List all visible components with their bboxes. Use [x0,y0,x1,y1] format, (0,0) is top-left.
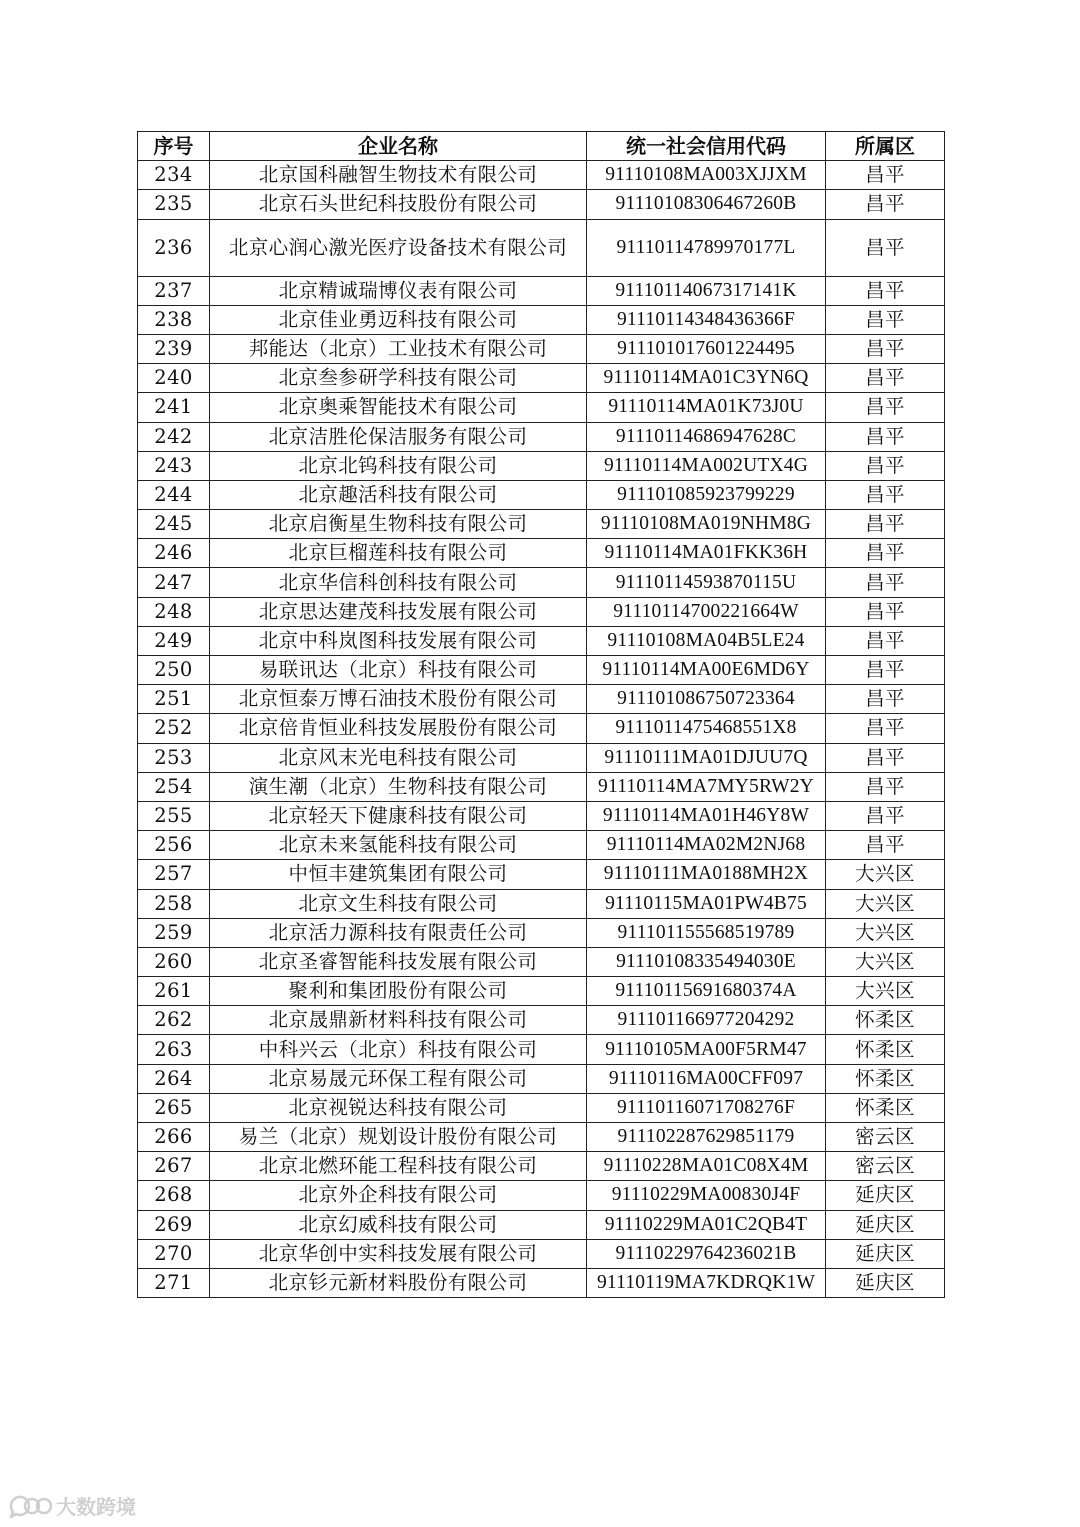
row-number: 263 [138,1035,210,1064]
credit-code: 91110114MA01K73J0U [587,393,826,422]
district: 延庆区 [826,1268,945,1297]
credit-code: 91110111MA01DJUU7Q [587,743,826,772]
company-name: 北京幻威科技有限公司 [210,1210,587,1239]
row-number: 245 [138,510,210,539]
company-name: 北京趣活科技有限公司 [210,480,587,509]
row-number: 260 [138,947,210,976]
company-name: 中恒丰建筑集团有限公司 [210,860,587,889]
company-name: 北京北燃环能工程科技有限公司 [210,1152,587,1181]
row-number: 250 [138,656,210,685]
chat-bubble-logo-icon [8,1494,52,1518]
company-name: 中科兴云（北京）科技有限公司 [210,1035,587,1064]
row-number: 236 [138,219,210,276]
table-row [138,947,945,976]
table-row [138,1006,945,1035]
row-number: 251 [138,685,210,714]
credit-code: 91110114MA01C3YN6Q [587,364,826,393]
company-name: 北京佳业勇迈科技有限公司 [210,305,587,334]
district: 昌平 [826,656,945,685]
company-name: 聚利和集团股份有限公司 [210,977,587,1006]
credit-code: 91110114MA002UTX4G [587,451,826,480]
company-name: 北京北钨科技有限公司 [210,451,587,480]
company-name: 邦能达（北京）工业技术有限公司 [210,334,587,363]
table-row [138,334,945,363]
company-name: 北京思达建茂科技发展有限公司 [210,597,587,626]
row-number: 257 [138,860,210,889]
credit-code: 911102287629851179 [587,1123,826,1152]
credit-code: 91110114MA7MY5RW2Y [587,772,826,801]
credit-code: 91110108MA019NHM8G [587,510,826,539]
table-row [138,305,945,334]
district: 昌平 [826,510,945,539]
company-name: 演生潮（北京）生物科技有限公司 [210,772,587,801]
company-name: 北京精诚瑞博仪表有限公司 [210,276,587,305]
credit-code: 91110114MA01H46Y8W [587,801,826,830]
credit-code: 91110114686947628C [587,422,826,451]
credit-code: 91110108335494030E [587,947,826,976]
row-number: 254 [138,772,210,801]
row-number: 239 [138,334,210,363]
row-number: 264 [138,1064,210,1093]
row-number: 248 [138,597,210,626]
district: 昌平 [826,393,945,422]
table-row [138,685,945,714]
row-number: 234 [138,161,210,190]
credit-code: 91110119MA7KDRQK1W [587,1268,826,1297]
row-number: 243 [138,451,210,480]
credit-code: 91110114348436366F [587,305,826,334]
credit-code: 91110114MA02M2NJ68 [587,831,826,860]
table-body [138,161,945,1298]
district: 怀柔区 [826,1006,945,1035]
credit-code: 91110114789970177L [587,219,826,276]
district: 昌平 [826,568,945,597]
district: 昌平 [826,801,945,830]
row-number: 246 [138,539,210,568]
row-number: 249 [138,626,210,655]
company-name: 北京华信科创科技有限公司 [210,568,587,597]
row-number: 265 [138,1093,210,1122]
credit-code: 911101017601224495 [587,334,826,363]
table-row [138,1093,945,1122]
district: 大兴区 [826,977,945,1006]
table-row [138,597,945,626]
company-name: 北京倍肯恒业科技发展股份有限公司 [210,714,587,743]
district: 怀柔区 [826,1035,945,1064]
company-name: 北京风末光电科技有限公司 [210,743,587,772]
credit-code: 91110114700221664W [587,597,826,626]
district: 昌平 [826,714,945,743]
district: 昌平 [826,161,945,190]
credit-code: 911101166977204292 [587,1006,826,1035]
row-number: 262 [138,1006,210,1035]
watermark [8,1491,136,1520]
credit-code: 91110114067317141K [587,276,826,305]
credit-code: 91110105MA00F5RM47 [587,1035,826,1064]
company-name: 北京圣睿智能科技发展有限公司 [210,947,587,976]
table-row [138,626,945,655]
company-name: 北京巨榴莲科技有限公司 [210,539,587,568]
row-number: 252 [138,714,210,743]
table-row [138,1239,945,1268]
district: 怀柔区 [826,1064,945,1093]
table-row [138,1268,945,1297]
table-row [138,276,945,305]
credit-code: 91110111MA0188MH2X [587,860,826,889]
watermark-text: 大数跨境 [56,1495,136,1519]
row-number: 255 [138,801,210,830]
row-number: 269 [138,1210,210,1239]
table-header-row [138,132,945,161]
table-row [138,860,945,889]
row-number: 259 [138,918,210,947]
header-company-name: 企业名称 [210,132,587,161]
table-row [138,889,945,918]
company-name: 北京叁参研学科技有限公司 [210,364,587,393]
row-number: 268 [138,1181,210,1210]
table-row [138,743,945,772]
credit-code: 91110108MA04B5LE24 [587,626,826,655]
credit-code: 911101155568519789 [587,918,826,947]
row-number: 237 [138,276,210,305]
table-row [138,656,945,685]
table-row [138,510,945,539]
district: 昌平 [826,597,945,626]
row-number: 238 [138,305,210,334]
credit-code: 91110229MA01C2QB4T [587,1210,826,1239]
company-name: 北京轻天下健康科技有限公司 [210,801,587,830]
table-row [138,977,945,1006]
district: 昌平 [826,334,945,363]
row-number: 266 [138,1123,210,1152]
row-number: 244 [138,480,210,509]
credit-code: 91110108306467260B [587,190,826,219]
table-row [138,422,945,451]
credit-code: 91110114593870115U [587,568,826,597]
table-row [138,714,945,743]
row-number: 267 [138,1152,210,1181]
header-credit-code: 统一社会信用代码 [587,132,826,161]
company-name: 北京未来氢能科技有限公司 [210,831,587,860]
table-row [138,539,945,568]
table-row [138,1035,945,1064]
credit-code: 91110115691680374A [587,977,826,1006]
table-row [138,801,945,830]
table-row [138,1123,945,1152]
credit-code: 91110108MA003XJJXM [587,161,826,190]
credit-code: 91110116071708276F [587,1093,826,1122]
district: 昌平 [826,685,945,714]
table-row [138,480,945,509]
district: 昌平 [826,305,945,334]
row-number: 261 [138,977,210,1006]
district: 大兴区 [826,889,945,918]
district: 昌平 [826,772,945,801]
table-row [138,451,945,480]
row-number: 258 [138,889,210,918]
table-row [138,772,945,801]
table-row [138,219,945,276]
table-row [138,831,945,860]
district: 昌平 [826,219,945,276]
district: 大兴区 [826,918,945,947]
district: 昌平 [826,190,945,219]
table-row [138,1181,945,1210]
company-name: 北京恒泰万博石油技术股份有限公司 [210,685,587,714]
company-name: 北京启衡星生物科技有限公司 [210,510,587,539]
company-name: 北京文生科技有限公司 [210,889,587,918]
company-name: 北京钐元新材料股份有限公司 [210,1268,587,1297]
row-number: 241 [138,393,210,422]
row-number: 253 [138,743,210,772]
district: 延庆区 [826,1181,945,1210]
district: 昌平 [826,276,945,305]
credit-code: 91110116MA00CFF097 [587,1064,826,1093]
district: 昌平 [826,480,945,509]
table-row [138,1152,945,1181]
table-row [138,1064,945,1093]
credit-code: 9111011475468551X8 [587,714,826,743]
district: 昌平 [826,539,945,568]
row-number: 271 [138,1268,210,1297]
company-name: 北京心润心激光医疗设备技术有限公司 [210,219,587,276]
credit-code: 91110115MA01PW4B75 [587,889,826,918]
district: 延庆区 [826,1239,945,1268]
credit-code: 911101086750723364 [587,685,826,714]
district: 昌平 [826,831,945,860]
district: 昌平 [826,422,945,451]
row-number: 242 [138,422,210,451]
company-name: 北京洁胜伦保洁服务有限公司 [210,422,587,451]
table-row [138,568,945,597]
company-name: 北京外企科技有限公司 [210,1181,587,1210]
credit-code: 911101085923799229 [587,480,826,509]
row-number: 247 [138,568,210,597]
district: 延庆区 [826,1210,945,1239]
company-name: 北京华创中实科技发展有限公司 [210,1239,587,1268]
row-number: 240 [138,364,210,393]
table-row [138,393,945,422]
district: 怀柔区 [826,1093,945,1122]
company-list-table [137,131,945,1298]
credit-code: 91110114MA00E6MD6Y [587,656,826,685]
row-number: 270 [138,1239,210,1268]
credit-code: 91110228MA01C08X4M [587,1152,826,1181]
credit-code: 91110229764236021B [587,1239,826,1268]
company-name: 北京活力源科技有限责任公司 [210,918,587,947]
row-number: 235 [138,190,210,219]
district: 昌平 [826,451,945,480]
table-row [138,190,945,219]
credit-code: 91110229MA00830J4F [587,1181,826,1210]
company-name: 北京石头世纪科技股份有限公司 [210,190,587,219]
district: 密云区 [826,1123,945,1152]
district: 昌平 [826,743,945,772]
district: 昌平 [826,364,945,393]
credit-code: 91110114MA01FKK36H [587,539,826,568]
header-district: 所属区 [826,132,945,161]
table-row [138,1210,945,1239]
company-name: 易联讯达（北京）科技有限公司 [210,656,587,685]
table-row [138,364,945,393]
company-name: 北京晟鼎新材料科技有限公司 [210,1006,587,1035]
district: 大兴区 [826,860,945,889]
header-no: 序号 [138,132,210,161]
company-name: 北京奥乘智能技术有限公司 [210,393,587,422]
district: 密云区 [826,1152,945,1181]
row-number: 256 [138,831,210,860]
table-row [138,161,945,190]
company-name: 北京易晟元环保工程有限公司 [210,1064,587,1093]
company-name: 北京国科融智生物技术有限公司 [210,161,587,190]
company-name: 易兰（北京）规划设计股份有限公司 [210,1123,587,1152]
company-name: 北京中科岚图科技发展有限公司 [210,626,587,655]
table-row [138,918,945,947]
district: 昌平 [826,626,945,655]
district: 大兴区 [826,947,945,976]
company-name: 北京视锐达科技有限公司 [210,1093,587,1122]
